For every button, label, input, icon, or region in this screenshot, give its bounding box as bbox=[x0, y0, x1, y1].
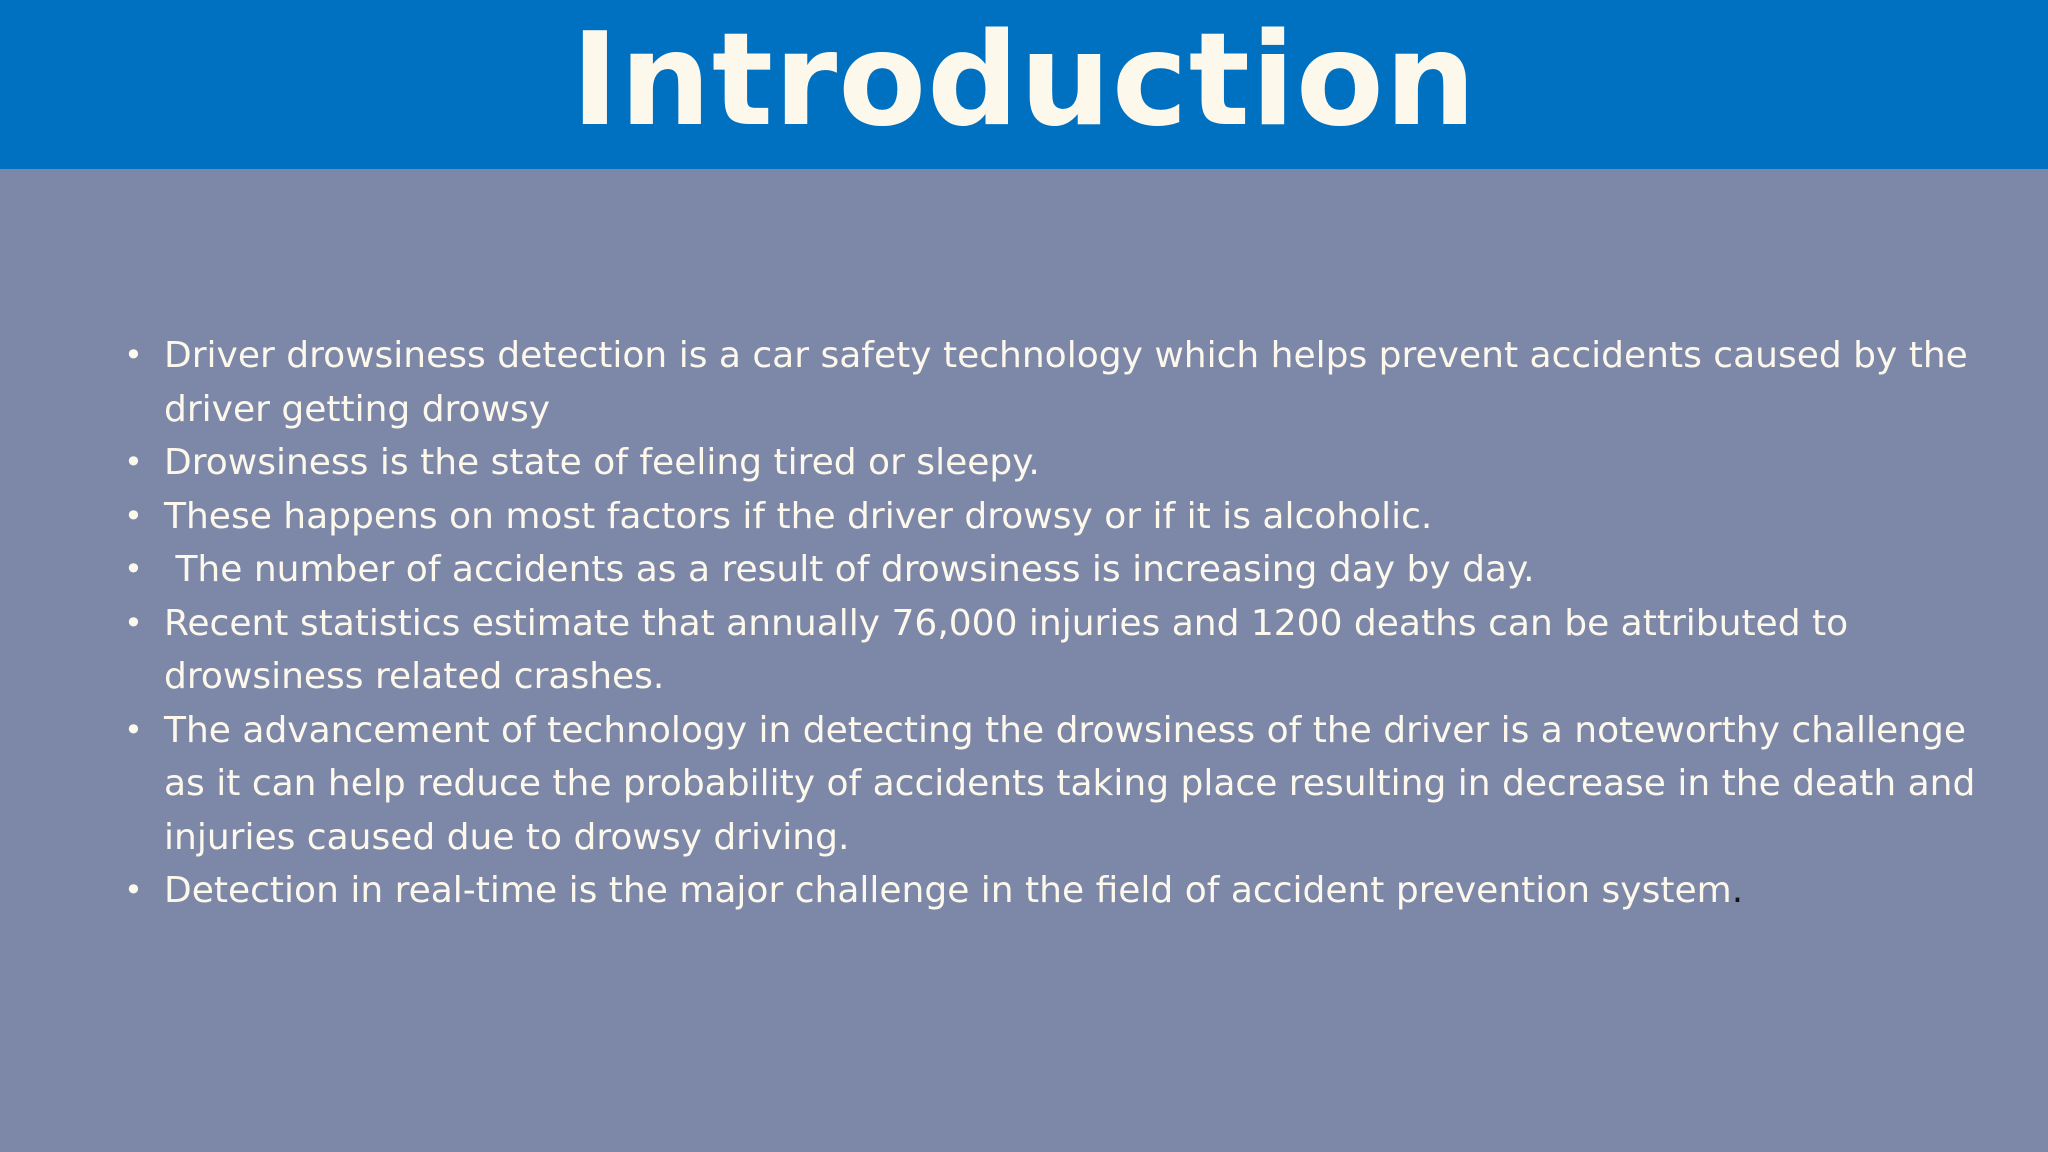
title-banner bbox=[0, 0, 2048, 169]
bullet-item bbox=[120, 490, 2000, 544]
bullet-text-line: These happens on most factors if the driver drowsy or if it is alcoholic. bbox=[164, 495, 1433, 537]
bullet-dot-icon: • bbox=[124, 443, 143, 481]
bullet-text-line: injuries caused due to drowsy driving. bbox=[164, 816, 850, 858]
bullet-dot-icon: • bbox=[124, 496, 143, 535]
bullet-text-line: The advancement of technology in detecting the drowsiness of the driver is a noteworthy challenge bbox=[164, 709, 1967, 751]
bullet-dot-icon: • bbox=[124, 336, 143, 374]
slide-title: Introduction bbox=[571, 5, 1477, 155]
bullet-item bbox=[120, 436, 2000, 490]
bullet-dot-icon: • bbox=[124, 871, 143, 909]
bullet-text-line: as it can help reduce the probability of accidents taking place resulting in decrease in the death and bbox=[164, 763, 1976, 804]
slide-content bbox=[120, 329, 2000, 918]
bullet-text-line: Recent statistics estimate that annually 76,000 injuries and 1200 deaths can be attributed to bbox=[164, 602, 1849, 644]
bullet-text-line: driver getting drowsy bbox=[164, 388, 551, 430]
bullet-item bbox=[120, 597, 2000, 704]
bullet-item bbox=[120, 704, 2000, 865]
bullet-text-line: Drowsiness is the state of feeling tired or sleepy. bbox=[164, 442, 1040, 483]
trailing-period: . bbox=[1731, 870, 1744, 911]
bullet-list bbox=[120, 329, 2000, 918]
bullet-item bbox=[120, 864, 2000, 918]
bullet-item bbox=[120, 329, 2000, 436]
bullet-item bbox=[120, 543, 2000, 597]
bullet-dot-icon: • bbox=[124, 550, 143, 588]
bullet-text: Detection in real-time is the major challenge in the field of accident prevention system bbox=[164, 870, 1732, 911]
bullet-text-line: Driver drowsiness detection is a car safety technology which helps prevent accidents caused by the bbox=[164, 335, 1968, 376]
bullet-text-line: The number of accidents as a result of drowsiness is increasing day by day. bbox=[164, 549, 1535, 590]
bullet-dot-icon: • bbox=[124, 603, 143, 642]
bullet-text-line: drowsiness related crashes. bbox=[164, 656, 665, 697]
bullet-text-line bbox=[164, 864, 2000, 918]
bullet-dot-icon: • bbox=[124, 710, 143, 749]
